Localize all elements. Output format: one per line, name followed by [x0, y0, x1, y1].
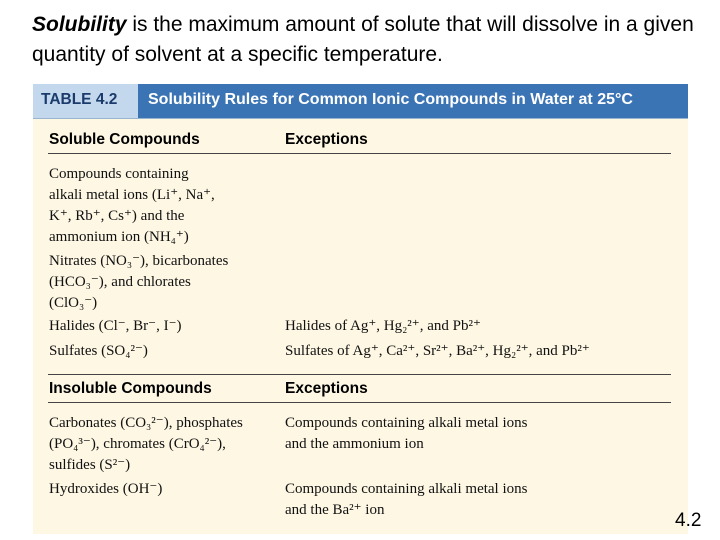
soluble-row-nitrates-line: (HCO₃⁻), and chlorates [49, 274, 191, 290]
insoluble-row-carbonates-exception [285, 413, 527, 455]
soluble-row-nitrates [49, 251, 228, 314]
insoluble-exceptions-header: Exceptions [285, 380, 368, 397]
insoluble-row-carbonates-line: Carbonates (CO₃²⁻), phosphates [49, 415, 243, 431]
insoluble-row-carbonates-exception-line: Compounds containing alkali metal ions [285, 415, 528, 431]
table-title: Solubility Rules for Common Ionic Compounds in Water at 25°C [148, 91, 633, 108]
slide-number: 4.2 [675, 510, 702, 531]
soluble-row-alkali [49, 164, 215, 248]
soluble-row-sulfates-exception [285, 341, 590, 362]
soluble-row-nitrates-line: Nitrates (NO₃⁻), bicarbonates [49, 253, 229, 269]
soluble-row-halides-exception-text: Halides of Ag⁺, Hg₂²⁺, and Pb²⁺ [285, 318, 481, 334]
soluble-row-halides-text: Halides (Cl⁻, Br⁻, I⁻) [49, 318, 182, 334]
insoluble-row-carbonates-line: sulfides (S²⁻) [49, 457, 131, 473]
insoluble-row-hydroxides-exception [285, 479, 527, 521]
insoluble-header-rule [48, 402, 671, 403]
solubility-rules-table [33, 84, 688, 534]
soluble-row-alkali-line: alkali metal ions (Li⁺, Na⁺, [49, 187, 215, 203]
table-number: TABLE 4.2 [41, 91, 118, 108]
soluble-row-halides-exception [285, 316, 481, 337]
soluble-row-nitrates-line: (ClO₃⁻) [49, 295, 98, 311]
insoluble-row-hydroxides [49, 479, 162, 500]
insoluble-row-carbonates [49, 413, 243, 476]
soluble-row-alkali-line: Compounds containing [49, 166, 189, 182]
soluble-row-alkali-line: ammonium ion (NH₄⁺) [49, 229, 189, 245]
soluble-header: Soluble Compounds [49, 131, 200, 148]
table-title-band [138, 84, 688, 118]
soluble-row-sulfates-exception-text: Sulfates of Ag⁺, Ca²⁺, Sr²⁺, Ba²⁺, Hg₂²⁺, and Pb²⁺ [285, 343, 590, 359]
insoluble-row-carbonates-line: (PO₄³⁻), chromates (CrO₄²⁻), [49, 436, 226, 452]
definition-text [32, 10, 712, 70]
table-header-bar [33, 84, 688, 119]
soluble-row-halides [49, 316, 181, 337]
insoluble-row-hydroxides-text: Hydroxides (OH⁻) [49, 481, 163, 497]
definition-body: is the maximum amount of solute that will dissolve in a given quantity of solvent at a specific temperature. [32, 13, 694, 66]
insoluble-row-hydroxides-exception-line: and the Ba²⁺ ion [285, 502, 385, 518]
definition-term: Solubility [32, 13, 127, 36]
soluble-row-sulfates [49, 341, 148, 362]
soluble-row-alkali-line: K⁺, Rb⁺, Cs⁺) and the [49, 208, 185, 224]
soluble-exceptions-header: Exceptions [285, 131, 368, 148]
soluble-header-rule [48, 153, 671, 154]
insoluble-header: Insoluble Compounds [49, 380, 212, 397]
soluble-row-sulfates-text: Sulfates (SO₄²⁻) [49, 343, 148, 359]
insoluble-row-hydroxides-exception-line: Compounds containing alkali metal ions [285, 481, 528, 497]
insoluble-top-rule [48, 374, 671, 375]
insoluble-row-carbonates-exception-line: and the ammonium ion [285, 436, 424, 452]
